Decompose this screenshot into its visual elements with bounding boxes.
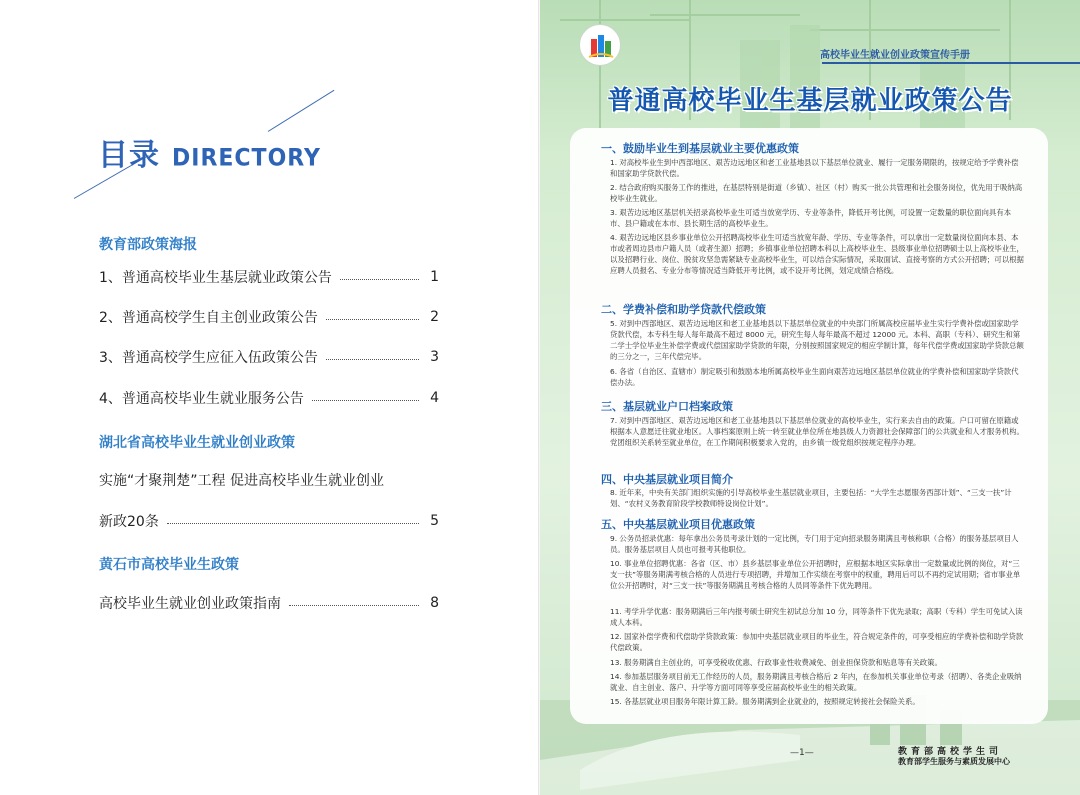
paragraph: 2. 结合政府购买服务工作的推进，在基层特别是街道（乡镇）、社区（村）购买一批公共管理和社会服务岗位，优先用于吸纳高校毕业生就业。 bbox=[610, 183, 1023, 203]
paragraph: 10. 事业单位招聘优惠：各省（区、市）县乡基层事业单位公开招聘时，应根据本地区实际拿出一定数量或比例的岗位，对“三支一扶”等服务期满考核合格的人员进行专项招聘，并增加工作实绩在考察中的权重，聘用后可以不再约定试用期；省市事业单位公开招聘时，对“三支一扶”等服务期满且考核合格的人员同等条件下优先聘用。 bbox=[610, 559, 1021, 590]
directory-title-cn: 目录 bbox=[98, 138, 160, 173]
logo bbox=[579, 24, 621, 66]
footer-org: 教育部高校学生司 bbox=[898, 747, 1003, 757]
toc-item[interactable] bbox=[99, 388, 439, 408]
toc-item-page: 2 bbox=[430, 309, 439, 325]
toc-item-title: 2、普通高校学生自主创业政策公告 bbox=[99, 310, 318, 326]
paragraph: 14. 参加基层服务项目前无工作经历的人员，服务期满且考核合格后 2 年内，在参加机关事业单位考录（招聘）、各类企业吸纳就业、自主创业、落户、升学等方面可同等享受应届高校毕业生的相关政策。 bbox=[610, 672, 1022, 692]
paragraph: 8. 近年来，中央有关部门组织实施的引导高校毕业生基层就业项目，主要包括：“大学生志愿服务西部计划”、“三支一扶”计划、“农村义务教育阶段学校教师特设岗位计划”。 bbox=[610, 488, 1012, 508]
toc-item[interactable] bbox=[99, 307, 439, 327]
section-heading: 四、中央基层就业项目简介 bbox=[601, 473, 733, 486]
paragraph: 3. 艰苦边远地区基层机关招录高校毕业生可适当放宽学历、专业等条件，降低开考比例，可设置一定数量的职位面向具有本市、县户籍或在本市、县长期生活的高校毕业生。 bbox=[610, 208, 1012, 228]
paragraph: 7. 对到中西部地区、艰苦边远地区和老工业基地县以下基层单位就业的高校毕业生，实行来去自由的政策。户口可留在原籍或根据本人意愿迁往就业地区。人事档案原则上统一转至就业单位所在地县级人力资源社会保障部门的公共就业和人才服务机构。党团组织关系转至就业单位，在工作期间积极要求入党的，由乡镇一级党组织按规定程序办理。 bbox=[610, 416, 1024, 447]
toc-item-title: 3、普通高校学生应征入伍政策公告 bbox=[99, 350, 318, 366]
toc-leader bbox=[312, 400, 419, 401]
toc-item-page: 8 bbox=[430, 595, 439, 611]
section-heading: 一、鼓励毕业生到基层就业主要优惠政策 bbox=[601, 142, 799, 155]
section-heading: 三、基层就业户口档案政策 bbox=[601, 400, 733, 413]
toc-item[interactable] bbox=[99, 267, 439, 287]
directory-title bbox=[98, 130, 321, 174]
paragraph: 9. 公务员招录优惠：每年拿出公务员考录计划的一定比例，专门用于定向招录服务期满且考核称职（合格）的服务基层项目人员。服务基层项目人员也可报考其他职位。 bbox=[610, 534, 1019, 554]
toc-item[interactable] bbox=[99, 593, 439, 613]
section-heading: 五、中央基层就业项目优惠政策 bbox=[601, 518, 755, 531]
toc-leader bbox=[289, 605, 419, 606]
toc-leader bbox=[340, 279, 419, 280]
paragraph: 15. 各基层就业项目服务年限计算工龄。服务期满到企业就业的，按照规定转接社会保险关系。 bbox=[610, 697, 920, 706]
toc-item-title[interactable]: 实施“才聚荆楚”工程 促进高校毕业生就业创业 bbox=[99, 473, 384, 489]
toc-leader bbox=[167, 523, 419, 524]
right-page bbox=[540, 0, 1080, 795]
paragraph: 5. 对到中西部地区、艰苦边远地区和老工业基地县以下基层单位就业的中央部门所属高校应届毕业生实行学费补偿或国家助学贷款代偿，本专科生每人每年最高不超过 8000 元，研究生每人每年最高不超过 12000 元。本科、高职（专科）、研究生和第二学士学位毕业生补偿学费或代偿国家助学贷款的年限，分别按照国家规定的相应学制计算，每年代偿学费或国家助学贷款总额的三分之一，三年代偿完毕。 bbox=[610, 319, 1024, 361]
toc-item-page: 1 bbox=[430, 269, 439, 285]
paragraph: 11. 考学升学优惠：服务期满后三年内报考硕士研究生初试总分加 10 分，同等条件下优先录取；高职（专科）学生可免试入读成人本科。 bbox=[610, 607, 1023, 627]
toc-item-title: 1、普通高校毕业生基层就业政策公告 bbox=[99, 270, 332, 286]
page-number: —1— bbox=[790, 748, 814, 758]
page-title: 普通高校毕业生基层就业政策公告 bbox=[607, 86, 1013, 116]
toc-leader bbox=[326, 319, 419, 320]
toc-leader bbox=[326, 359, 419, 360]
toc-section-heading: 教育部政策海报 bbox=[99, 237, 197, 253]
toc-section-heading: 湖北省高校毕业生就业创业政策 bbox=[99, 435, 295, 451]
toc-item-title: 高校毕业生就业创业政策指南 bbox=[99, 596, 281, 612]
paragraph: 12. 国家补偿学费和代偿助学贷款政策：参加中央基层就业项目的毕业生，符合规定条件的，可享受相应的学费补偿和助学贷款代偿政策。 bbox=[610, 632, 1024, 652]
header-label: 高校毕业生就业创业政策宣传手册 bbox=[820, 50, 970, 61]
toc-item-page: 5 bbox=[430, 513, 439, 529]
header-rule bbox=[822, 62, 1080, 64]
toc-section-heading: 黄石市高校毕业生政策 bbox=[99, 557, 239, 573]
paragraph: 4. 艰苦边远地区县乡事业单位公开招聘高校毕业生可适当放宽年龄、学历、专业等条件，可以拿出一定数量岗位面向本县、本市或者周边县市户籍人员（或者生源）招聘；乡镇事业单位招聘本科以上高校毕业生、县级事业单位招聘硕士以上高校毕业生，以及招聘行业、岗位、脱贫攻坚急需紧缺专业高校毕业生，可以结合实际情况，采取面试、直接考察的方式公开招聘；可以根据应聘人员报名、专业分布等情况适当降低开考比例，或不设开考比例，划定成绩合格线。 bbox=[610, 233, 1024, 275]
toc-item[interactable] bbox=[99, 347, 439, 367]
toc-item-page: 3 bbox=[430, 349, 439, 365]
toc-item[interactable] bbox=[99, 511, 439, 531]
toc-item-page: 4 bbox=[430, 390, 439, 406]
paragraph: 1. 对高校毕业生到中西部地区、艰苦边远地区和老工业基地县以下基层单位就业、履行一定服务期限的，按规定给予学费补偿和国家助学贷款代偿。 bbox=[610, 158, 1019, 178]
footer-org: 教育部学生服务与素质发展中心 bbox=[898, 757, 1010, 766]
logo-icon bbox=[580, 25, 622, 67]
directory-title-en: DIRECTORY bbox=[172, 144, 321, 173]
paragraph: 6. 各省（自治区、直辖市）制定吸引和鼓励本地所属高校毕业生面向艰苦边远地区基层单位就业的学费补偿和国家助学贷款代偿办法。 bbox=[610, 367, 1019, 387]
paragraph: 13. 服务期满自主创业的，可享受税收优惠、行政事业性收费减免、创业担保贷款和贴息等有关政策。 bbox=[610, 658, 942, 667]
toc-item-title: 新政20条 bbox=[99, 514, 159, 530]
section-heading: 二、学费补偿和助学贷款代偿政策 bbox=[601, 303, 766, 316]
decor-line bbox=[268, 90, 335, 132]
toc-item-title: 4、普通高校毕业生就业服务公告 bbox=[99, 391, 304, 407]
